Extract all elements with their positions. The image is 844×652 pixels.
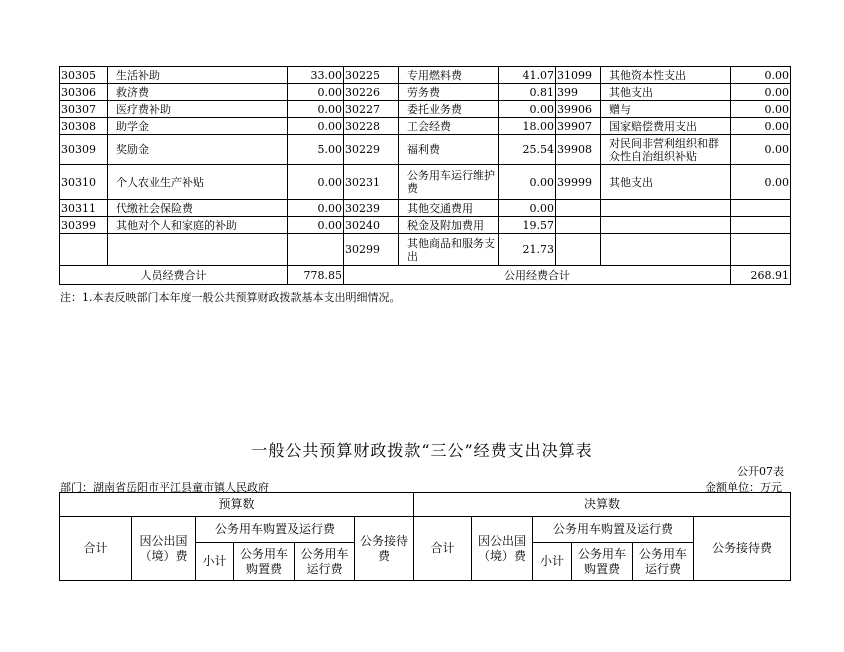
budget-total-header: 合计 [60,517,132,581]
table-row [60,217,791,234]
totals-row [60,266,791,285]
cell-code: 30309 [60,135,108,165]
budget-header: 预算数 [60,493,414,517]
actual-subtotal-header: 小计 [533,543,572,581]
cell-name [601,217,731,234]
cell-value: 0.00 [499,101,556,118]
cell-name: 委托业务费 [399,101,499,118]
form-number: 公开07表 [737,465,784,478]
personnel-total-value: 778.85 [288,266,344,285]
cell-name: 劳务费 [399,84,499,101]
cell-code: 39907 [556,118,601,135]
cell-value: 0.00 [288,165,344,200]
actual-reception-header: 公务接待费 [694,517,791,581]
cell-value: 0.81 [499,84,556,101]
cell-code [60,234,108,266]
three-public-expenses-table [59,492,791,581]
cell-value: 33.00 [288,67,344,84]
cell-code: 39908 [556,135,601,165]
cell-code: 30299 [344,234,399,266]
cell-name: 医疗费补助 [108,101,288,118]
cell-value [731,217,791,234]
cell-code [556,217,601,234]
cell-value: 0.00 [731,84,791,101]
cell-code: 30305 [60,67,108,84]
amount-unit-label: 金额单位：万元 [705,481,782,494]
personnel-total-label: 人员经费合计 [60,266,288,285]
cell-name: 税金及附加费用 [399,217,499,234]
cell-name: 其他支出 [601,84,731,101]
budget-reception-header: 公务接待费 [355,517,414,581]
cell-name: 专用燃料费 [399,67,499,84]
public-total-value: 268.91 [731,266,791,285]
cell-value: 0.00 [731,135,791,165]
table-row [60,84,791,101]
cell-value: 18.00 [499,118,556,135]
cell-code: 30310 [60,165,108,200]
cell-name: 救济费 [108,84,288,101]
public-total-label: 公用经费合计 [344,266,731,285]
cell-value: 21.73 [499,234,556,266]
cell-name: 生活补助 [108,67,288,84]
cell-name [601,234,731,266]
cell-value: 0.00 [288,118,344,135]
cell-code: 30307 [60,101,108,118]
cell-value: 0.00 [731,165,791,200]
cell-name: 其他支出 [601,165,731,200]
cell-name: 福利费 [399,135,499,165]
cell-value: 0.00 [731,67,791,84]
actual-total-header: 合计 [414,517,472,581]
cell-value: 0.00 [288,217,344,234]
budget-abroad-header: 因公出国（境）费 [132,517,196,581]
table-note: 注：1.本表反映部门本年度一般公共预算财政拨款基本支出明细情况。 [60,291,401,304]
actual-vehicle-operation-header: 公务用车运行费 [633,543,694,581]
page-title: 一般公共预算财政拨款“三公”经费支出决算表 [251,441,593,460]
cell-name: 个人农业生产补贴 [108,165,288,200]
cell-name: 赠与 [601,101,731,118]
cell-value: 0.00 [288,84,344,101]
cell-code: 30399 [60,217,108,234]
cell-name: 公务用车运行维护费 [399,165,499,200]
cell-code: 39999 [556,165,601,200]
cell-code: 30228 [344,118,399,135]
cell-value: 0.00 [499,200,556,217]
cell-value: 0.00 [288,101,344,118]
table-row [60,165,791,200]
basic-expense-detail-table [59,66,791,285]
cell-name: 工会经费 [399,118,499,135]
cell-value: 19.57 [499,217,556,234]
cell-code [556,234,601,266]
cell-value: 25.54 [499,135,556,165]
cell-name: 其他交通费用 [399,200,499,217]
cell-code: 30240 [344,217,399,234]
cell-name: 奖励金 [108,135,288,165]
table-row [60,118,791,135]
cell-value: 0.00 [731,101,791,118]
cell-value [288,234,344,266]
table-row [60,234,791,266]
actual-abroad-header: 因公出国（境）费 [472,517,533,581]
budget-vehicle-purchase-header: 公务用车购置费 [234,543,295,581]
table-row [60,101,791,118]
cell-code [556,200,601,217]
cell-code: 30226 [344,84,399,101]
cell-code: 399 [556,84,601,101]
cell-code: 30308 [60,118,108,135]
cell-value: 0.00 [499,165,556,200]
actual-header: 决算数 [414,493,791,517]
cell-code: 30306 [60,84,108,101]
table-row [60,67,791,84]
cell-code: 30239 [344,200,399,217]
table-row [60,135,791,165]
cell-value [731,234,791,266]
cell-value [731,200,791,217]
cell-code: 30227 [344,101,399,118]
table-row [60,200,791,217]
cell-name [601,200,731,217]
budget-vehicle-operation-header: 公务用车运行费 [295,543,355,581]
cell-name: 国家赔偿费用支出 [601,118,731,135]
cell-value: 0.00 [288,200,344,217]
cell-code: 30229 [344,135,399,165]
budget-vehicle-header: 公务用车购置及运行费 [196,517,355,543]
cell-name: 助学金 [108,118,288,135]
cell-name [108,234,288,266]
department-label: 部门：湖南省岳阳市平江县童市镇人民政府 [60,481,269,494]
actual-vehicle-header: 公务用车购置及运行费 [533,517,694,543]
cell-code: 31099 [556,67,601,84]
cell-code: 39906 [556,101,601,118]
cell-name: 其他资本性支出 [601,67,731,84]
cell-value: 41.07 [499,67,556,84]
actual-vehicle-purchase-header: 公务用车购置费 [572,543,633,581]
cell-name: 代缴社会保险费 [108,200,288,217]
cell-name: 其他商品和服务支出 [399,234,499,266]
cell-value: 5.00 [288,135,344,165]
cell-name: 其他对个人和家庭的补助 [108,217,288,234]
cell-code: 30225 [344,67,399,84]
cell-code: 30231 [344,165,399,200]
cell-value: 0.00 [731,118,791,135]
cell-name: 对民间非营利组织和群众性自治组织补贴 [601,135,731,165]
budget-subtotal-header: 小计 [196,543,234,581]
cell-code: 30311 [60,200,108,217]
